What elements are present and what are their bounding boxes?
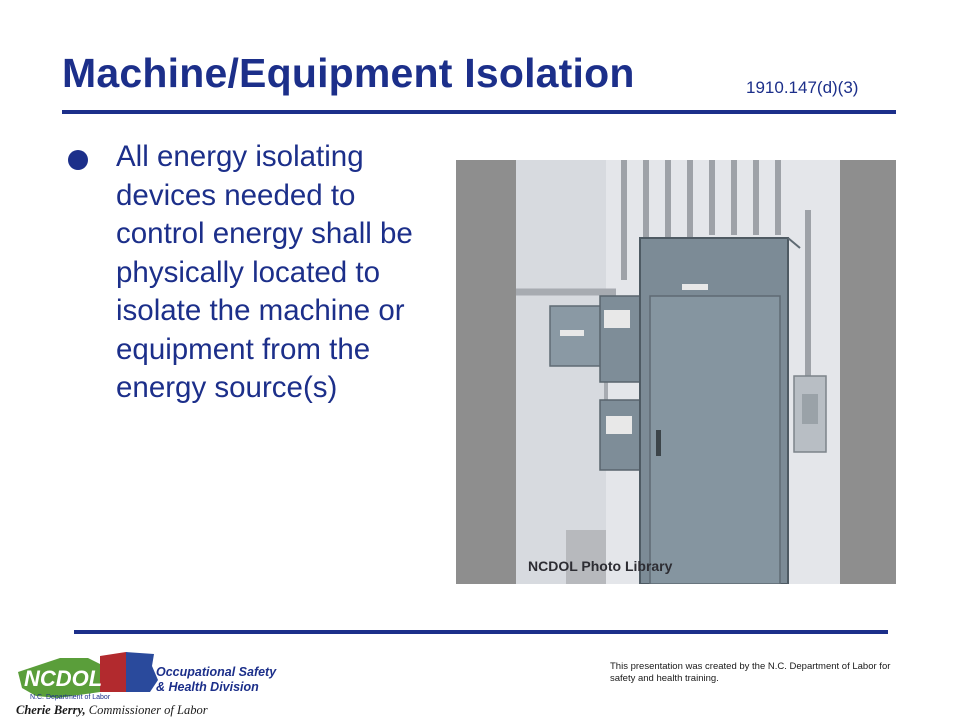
footer-note: This presentation was created by the N.C. Department of Labor for safety and health training. (610, 661, 891, 684)
title-divider (62, 110, 896, 114)
division-line-2: & Health Division (156, 680, 259, 694)
division-line-1: Occupational Safety (156, 665, 277, 679)
bullet-text: All energy isolating devices needed to control energy shall be physically located to isolate the machine or equipment from the energy source(s) (116, 140, 413, 404)
commissioner-title: Commissioner of Labor (88, 703, 208, 717)
photo-illustration (456, 160, 896, 584)
logo-text: NCDOL (24, 666, 103, 691)
commissioner-name: Cherie Berry, (16, 703, 86, 717)
commissioner-credit (16, 703, 208, 718)
photo-caption: NCDOL Photo Library (528, 558, 673, 574)
logo-subtext: N.C. Department of Labor (30, 694, 111, 701)
division-name (156, 665, 276, 695)
bullet-icon (68, 150, 88, 170)
slide-title: Machine/Equipment Isolation (62, 50, 635, 96)
electrical-panel-photo (456, 160, 896, 584)
standard-reference: 1910.147(d)(3) (746, 78, 859, 97)
footer-divider (74, 630, 888, 634)
